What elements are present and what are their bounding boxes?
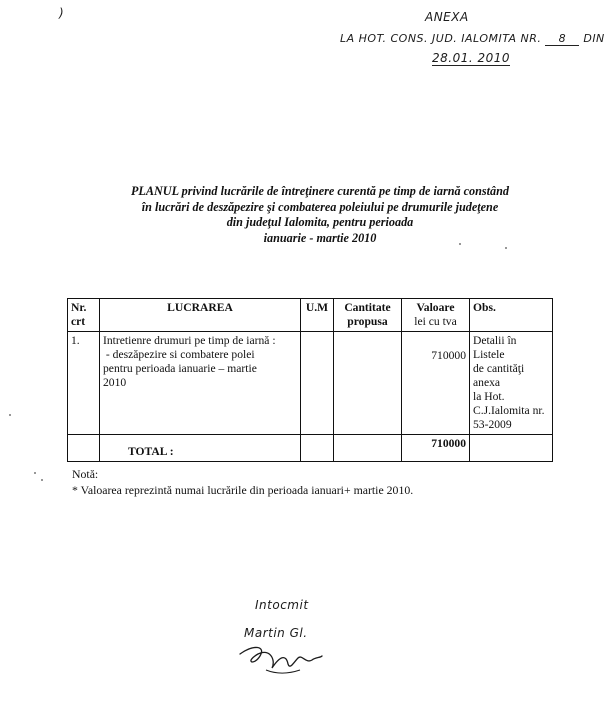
note-section [72, 466, 413, 498]
header-valoare [402, 299, 470, 332]
cell-obs-line: C.J.Ialomita nr. [473, 404, 545, 417]
header-lucrarea: LUCRAREA [100, 299, 301, 332]
scan-speck [34, 472, 36, 474]
note-text: * Valoarea reprezintă numai lucrările din perioada ianuari+ martie 2010. [72, 483, 414, 497]
signature-role: Intocmit [255, 598, 309, 612]
total-cantitate [334, 435, 402, 462]
title-line: PLANUL privind lucrările de întreţinere curentă pe timp de iarnă constând [130, 184, 510, 198]
scan-speck [41, 479, 43, 481]
total-label [100, 435, 301, 462]
scan-speck [9, 414, 11, 416]
title-line: ianuarie - martie 2010 [263, 230, 377, 245]
header-um: U.M [301, 299, 334, 332]
cell-lucrarea-line: Intretienre drumuri pe timp de iarnă : [103, 334, 276, 347]
corner-mark: ) [59, 6, 65, 20]
cell-lucrarea-line: pentru perioada ianuarie – martie [103, 362, 257, 375]
decision-din: DIN [583, 32, 605, 45]
cell-lucrarea-line: - deszăpezire si combatere polei [103, 348, 255, 361]
header-nr-line: crt [71, 315, 86, 328]
header-nr [68, 299, 100, 332]
document-title [100, 184, 540, 246]
cell-lucrarea [100, 332, 301, 435]
header-obs: Obs. [470, 299, 553, 332]
works-table [67, 298, 553, 462]
cell-nr: 1. [68, 332, 100, 435]
header-cantitate-line: Cantitate [344, 301, 391, 314]
total-valoare: 710000 [402, 435, 470, 462]
table-row [68, 332, 553, 435]
total-obs [470, 435, 553, 462]
header-cantitate [334, 299, 402, 332]
cell-lucrarea-line: 2010 [103, 376, 127, 389]
scan-speck [459, 243, 461, 245]
signature-scribble [236, 640, 326, 680]
decision-reference [340, 32, 605, 46]
total-nr [68, 435, 100, 462]
cell-cantitate [334, 332, 402, 435]
cell-valoare: 710000 [402, 332, 470, 435]
cell-obs-line: Detalii în Listele [473, 334, 517, 361]
header-valoare-line: lei cu tva [414, 315, 457, 328]
decision-date: 28.01. 2010 [432, 51, 511, 65]
anexa-label: ANEXA [425, 10, 469, 24]
cell-obs-line: 53-2009 [473, 418, 512, 431]
header-cantitate-line: propusa [347, 315, 388, 328]
title-line: în lucrări de deszăpezire şi combaterea poleiului pe drumurile judeţene [141, 199, 499, 214]
cell-obs-line: de cantităţi anexa [473, 362, 525, 389]
total-row [68, 435, 553, 462]
header-valoare-line: Valoare [416, 301, 455, 314]
title-line: din judeţul Ialomita, pentru perioada [226, 215, 414, 229]
cell-um [301, 332, 334, 435]
table-header-row [68, 299, 553, 332]
note-heading: Notă: [72, 467, 99, 481]
total-label-text: TOTAL : [128, 445, 174, 458]
cell-obs-line: la Hot. [473, 390, 505, 403]
cell-obs [470, 332, 553, 435]
decision-reference-text: LA HOT. CONS. JUD. IALOMITA NR. [340, 32, 542, 45]
signature-name: Martin Gl. [244, 626, 308, 640]
total-um [301, 435, 334, 462]
scan-speck [505, 247, 507, 249]
header-nr-line: Nr. [71, 301, 87, 314]
decision-number: 8 [545, 32, 579, 46]
